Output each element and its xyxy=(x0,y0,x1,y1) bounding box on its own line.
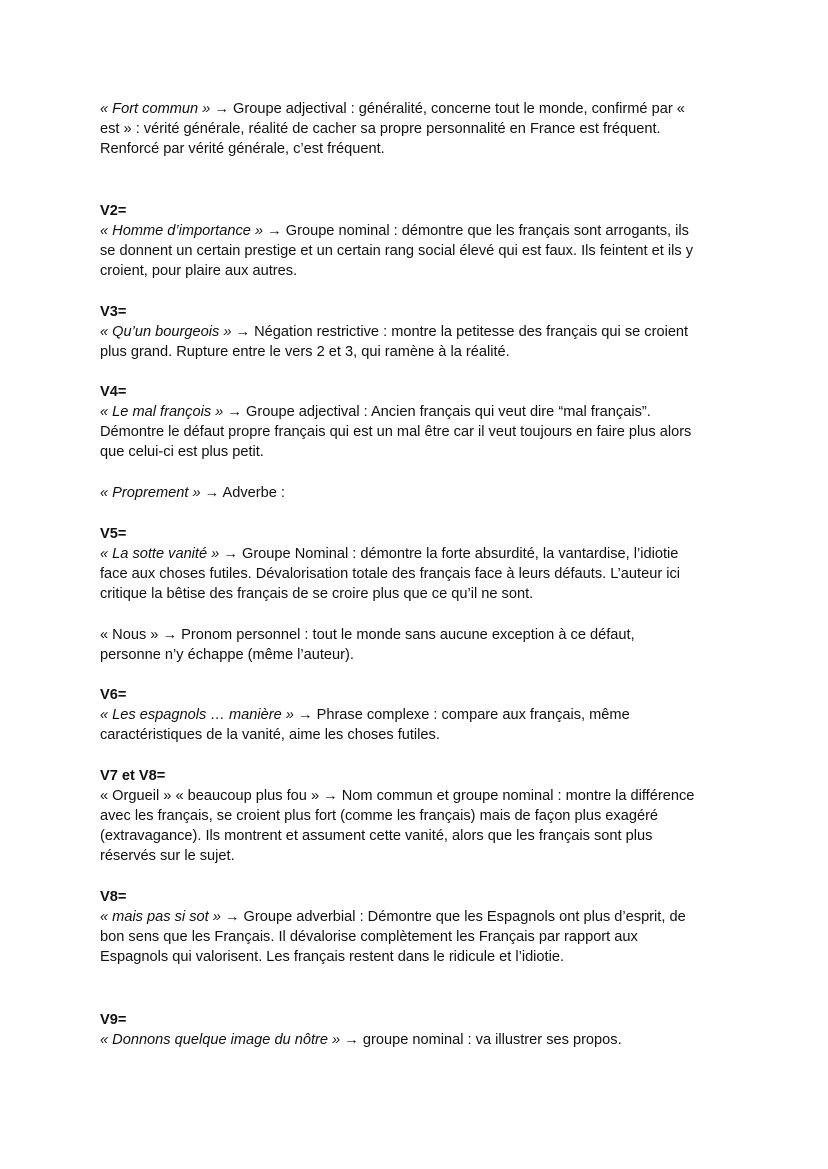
section-heading: V5= xyxy=(100,526,127,542)
section-heading: V7 et V8= xyxy=(100,768,166,784)
line-text: → Négation restrictive : montre la petitesse des français qui se croient xyxy=(231,324,689,340)
section-heading: V8= xyxy=(100,889,127,905)
quote: « mais pas si sot » xyxy=(100,909,221,925)
line-text: → Phrase complexe : compare aux français, même xyxy=(293,707,630,723)
section-v6 xyxy=(100,685,740,745)
section-v9 xyxy=(100,1010,740,1050)
text-line: Espagnols qui valorisent. Les français restent dans le ridicule et l’idiotie. xyxy=(100,949,565,965)
section-v4 xyxy=(100,382,740,462)
section-heading: V9= xyxy=(100,1012,127,1028)
quote: « Le mal françois » xyxy=(100,404,224,420)
text-line: réservés sur le sujet. xyxy=(100,848,235,864)
section-v5-pronoun xyxy=(100,625,740,665)
section-heading: V3= xyxy=(100,304,127,320)
text-line: avec les français, se croient plus fort (comme les français) mais de façon plus exagéré xyxy=(100,808,659,824)
text-line: critique la bêtise des français de se croire plus que ce qu’il ne sont. xyxy=(100,586,534,602)
text-line: Renforcé par vérité générale, c’est fréquent. xyxy=(100,141,385,157)
quote: « Donnons quelque image du nôtre » xyxy=(100,1032,341,1048)
text-line: se donnent un certain prestige et un certain rang social élevé qui est faux. Ils feintent et ils y xyxy=(100,243,694,259)
line-text: → Groupe adverbial : Démontre que les Espagnols ont plus d’esprit, de xyxy=(220,909,686,925)
section-intro xyxy=(100,99,740,159)
quote: « La sotte vanité » xyxy=(100,546,220,562)
section-heading: V4= xyxy=(100,384,127,400)
text-line: croient, pour plaire aux autres. xyxy=(100,263,298,279)
section-v8 xyxy=(100,887,740,967)
line-text: → Adverbe : xyxy=(200,485,285,501)
line-text: → Groupe adjectival : Ancien français qui veut dire “mal français”. xyxy=(223,404,651,420)
section-v2 xyxy=(100,201,740,281)
quote: « Proprement » xyxy=(100,485,201,501)
line-text: → groupe nominal : va illustrer ses propos. xyxy=(340,1032,622,1048)
text-line xyxy=(100,322,740,342)
section-heading: V2= xyxy=(100,203,127,219)
section-v5 xyxy=(100,524,740,604)
text-line xyxy=(100,483,740,503)
quote: « Fort commun » xyxy=(100,101,211,117)
line-text: → Groupe nominal : démontre que les français sont arrogants, ils xyxy=(263,223,689,239)
text-line xyxy=(100,907,740,927)
quote: « Qu’un bourgeois » xyxy=(100,324,232,340)
text-line: caractéristiques de la vanité, aime les choses futiles. xyxy=(100,727,440,743)
text-line: que celui-ci est plus petit. xyxy=(100,444,264,460)
text-line xyxy=(100,402,740,422)
section-heading: V6= xyxy=(100,687,127,703)
text-line: face aux choses futiles. Dévalorisation totale des français face à leurs défauts. L’auteur ici xyxy=(100,566,681,582)
text-line: est » : vérité générale, réalité de cacher sa propre personnalité en France est fréquent. xyxy=(100,121,661,137)
line-text: → Groupe Nominal : démontre la forte absurdité, la vantardise, l’idiotie xyxy=(219,546,679,562)
section-v7-v8 xyxy=(100,766,740,866)
text-line: Démontre le défaut propre français qui est un mal être car il veut toujours en faire plus alors xyxy=(100,424,692,440)
text-line: « Orgueil » « beaucoup plus fou » → Nom commun et groupe nominal : montre la différence xyxy=(100,788,695,804)
text-line xyxy=(100,705,740,725)
text-line xyxy=(100,544,740,564)
line-text: → Groupe adjectival : généralité, concerne tout le monde, confirmé par « xyxy=(210,101,685,117)
quote: « Homme d’importance » xyxy=(100,223,264,239)
section-v3 xyxy=(100,302,740,362)
text-line: « Nous » → Pronom personnel : tout le monde sans aucune exception à ce défaut, xyxy=(100,627,635,643)
text-line: bon sens que les Français. Il dévalorise complètement les Français par rapport aux xyxy=(100,929,638,945)
text-line: plus grand. Rupture entre le vers 2 et 3, qui ramène à la réalité. xyxy=(100,344,510,360)
text-line xyxy=(100,221,740,241)
quote: « Les espagnols … manière » xyxy=(100,707,294,723)
text-line xyxy=(100,99,740,119)
text-line: personne n’y échappe (même l’auteur). xyxy=(100,647,354,663)
text-line: (extravagance). Ils montrent et assument cette vanité, alors que les français sont plus xyxy=(100,828,653,844)
text-line xyxy=(100,1030,740,1050)
section-v4-adverb xyxy=(100,483,740,503)
